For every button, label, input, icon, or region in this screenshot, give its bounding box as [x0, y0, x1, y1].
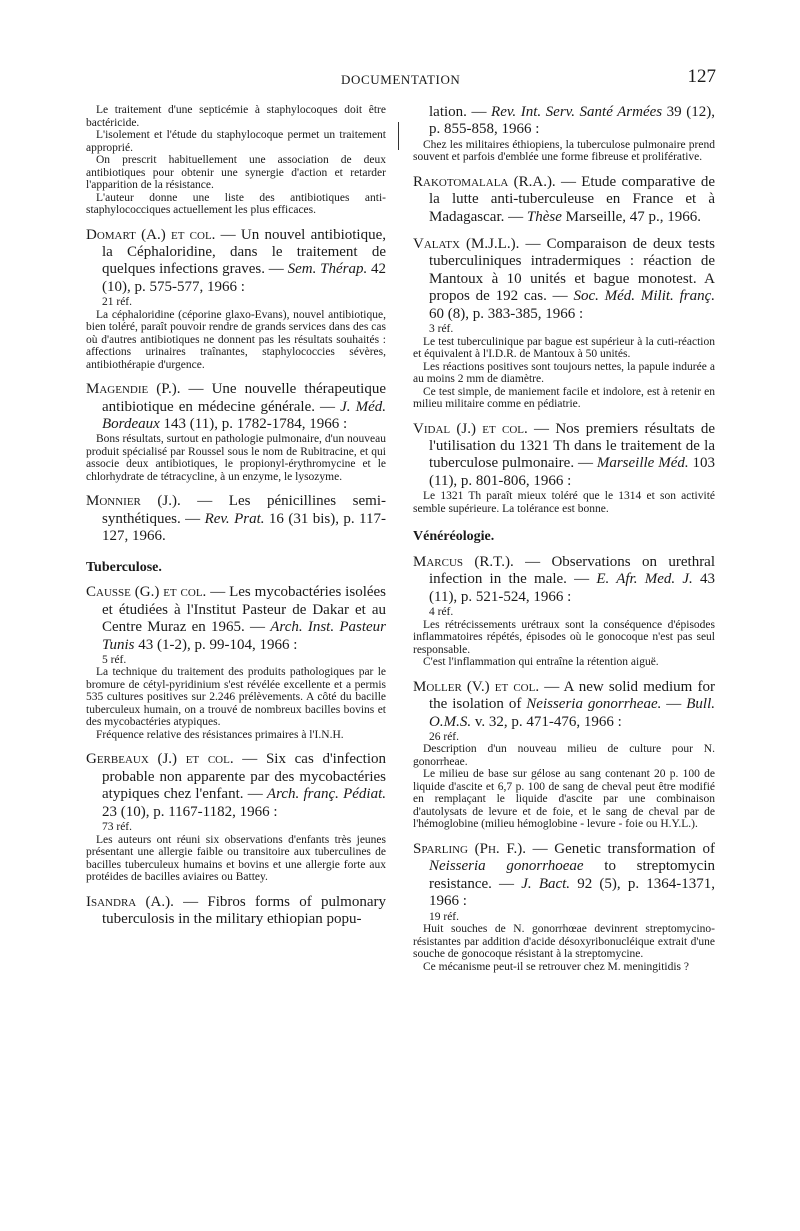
summary-paragraph: La céphaloridine (céporine glaxo-Evans), nouvel antibiotique, bien toléré, paraît pouvoir rendre de grands services dans des cas où d'autres antibiotiques ne donnent pas les résultats souhaités : affections urinaires traînantes, staphylococcies sévères, antibiothérapie d'urgence. — [86, 308, 386, 371]
reference-count: 26 réf. — [429, 730, 460, 743]
citation-title: — Une nouvelle thérapeutique antibiotique en médecine générale. — — [102, 381, 386, 415]
citation-title: — Observations on urethral infection in the male. — — [429, 553, 716, 588]
citation-title: — A new solid medium for the isolation of — [429, 678, 715, 713]
entry-moller — [413, 679, 715, 831]
summary-paragraph: Ce mécanisme peut-il se retrouver chez M. meningitidis ? — [423, 960, 690, 973]
citation — [86, 894, 386, 929]
journal: Soc. Méd. Milit. franç. — [573, 288, 715, 305]
species-name: Neisseria gonorrheae. — [526, 696, 662, 713]
running-title: DOCUMENTATION — [341, 72, 461, 87]
reference-count: 73 réf. — [102, 821, 133, 834]
summary-paragraph: On prescrit habituellement une association de deux antibiotiques pour obtenir une synergie d'action et retarder l'apparition de la résistance. — [86, 154, 386, 191]
entry-isandra — [86, 894, 386, 929]
citation-title: — Nos premiers résultats de l'utilisation du 1321 Th dans le traitement de la tuberculose pulmonaire. — — [429, 420, 715, 472]
author: Moller (V.) et col. — [413, 678, 540, 695]
author: Marcus (R.T.). — [413, 553, 514, 570]
citation — [86, 227, 386, 297]
author: Valatx (M.J.L.). — [413, 236, 520, 253]
citation-title: — Un nouvel antibiotique, la Céphaloridine, dans le traitement de quelques infections graves. — — [102, 226, 386, 278]
entry-vidal — [413, 421, 715, 516]
page-header — [86, 66, 716, 94]
entry-magendie — [86, 381, 386, 483]
author: Rakotomalala (R.A.). — [413, 173, 556, 190]
summary-paragraph: La technique du traitement des produits pathologiques par le bromure de cétyl-pyridinium s'est révélée excellente et a permis 535 cultures positives sur 2.246 prélèvements. A côté du bacille tuberculeux humain, on a trouvé de nombreux bacilles bovins et des mycobactéries atypiques. — [86, 666, 386, 729]
citation-details: Marseille, 47 p., 1966. — [561, 208, 702, 225]
citation-title: — Fibros forms of pulmonary tuberculosis in the military ethiopian popu- — [102, 893, 386, 928]
citation-details: 39 (12), p. 855-858, 1966 : — [429, 104, 715, 138]
section-heading-tuberculose: Tuberculose. — [86, 559, 162, 575]
author: Domart (A.) et col. — [86, 226, 216, 243]
citation — [86, 751, 386, 821]
summary-paragraph: Le test tuberculinique par bague est supérieur à la cuti-réaction et équivalent à l'I.D.R. de Mantoux à 50 unités. — [413, 335, 715, 361]
summary-paragraph: Fréquence relative des résistances primaires à l'I.N.H. — [96, 728, 344, 741]
entry-gerbeaux — [86, 751, 386, 883]
journal: Thèse — [526, 208, 562, 225]
reference-count: 21 réf. — [102, 296, 133, 309]
summary-paragraph: Les rétrécissements urétraux sont la conséquence d'épisodes inflammatoires répétés, épisodes où le gonocoque n'est pas seul responsable. — [413, 618, 715, 656]
entry-valatx — [413, 236, 715, 411]
journal: J. Méd. Bordeaux — [102, 398, 386, 432]
citation-details: v. 32, p. 471-476, 1966 : — [471, 713, 622, 730]
intro-summary — [86, 104, 386, 217]
journal: Rev. Prat. — [204, 510, 265, 527]
citation — [86, 493, 386, 545]
section-heading-venereologie: Vénéréologie. — [413, 529, 495, 545]
journal: E. Afr. Med. J. — [596, 571, 693, 588]
citation — [86, 584, 386, 654]
citation-details: 23 (10), p. 1167-1182, 1966 : — [102, 803, 278, 820]
citation-title: — Etude comparative de la lutte anti-tuberculeuse en France et à Madagascar. — — [429, 173, 715, 225]
column-divider — [398, 122, 399, 150]
summary-paragraph: C'est l'inflammation qui entraîne la rétention aiguë. — [423, 656, 659, 669]
citation — [413, 841, 715, 911]
summary-paragraph: Le milieu de base sur gélose au sang contenant 20 p. 100 de liquide d'ascite et 6,7 p. 100 de sang de cheval peut être modifié en remplaçant le liquide d'ascite par une combinaison d'autolysats de levure et de foie, et le sang de cheval par de l'hémoglobine (milieu hémoglobine - levure - foie ou H.Y.L.). — [413, 768, 715, 831]
citation-details: 16 (31 bis), p. 117-127, 1966. — [102, 510, 386, 545]
entry-domart — [86, 227, 386, 372]
citation — [86, 381, 386, 433]
citation — [413, 104, 715, 139]
reference-count: 3 réf. — [429, 323, 454, 336]
citation — [413, 421, 715, 491]
citation-title: — Les pénicillines semi-synthétiques. — — [102, 493, 386, 527]
page-number: 127 — [687, 66, 716, 87]
summary-paragraph: Les auteurs ont réuni six observations d'enfants très jeunes présentant une allergie faible ou transitoire aux tuberculines de bacilles tuberculeux humains et bovins et une allergie forte aux protéides de bacilles aviaires ou Battey. — [86, 833, 386, 884]
journal: Rev. Int. Serv. Santé Armées — [491, 104, 663, 120]
entry-marcus — [413, 554, 715, 669]
entry-monnier — [86, 493, 386, 545]
citation-details: 92 (5), p. 1364-1371, 1966 : — [429, 875, 715, 910]
citation-details: 103 (11), p. 801-806, 1966 : — [429, 455, 716, 489]
left-column — [86, 104, 386, 928]
summary-paragraph: Le traitement d'une septicémie à staphylocoques doit être bactéricide. — [86, 104, 386, 129]
author: Monnier (J.). — [86, 493, 181, 510]
citation-title-continued: to streptomycin resistance. — — [429, 858, 715, 892]
reference-count: 4 réf. — [429, 606, 454, 619]
author: Gerbeaux (J.) et col. — [86, 751, 234, 768]
summary-paragraph: Description d'un nouveau milieu de culture pour N. gonorrheae. — [413, 743, 715, 768]
summary-paragraph: Chez les militaires éthiopiens, la tuberculose pulmonaire prend souvent et parfois d'emblée une forme fibreuse et proliférative. — [413, 138, 715, 164]
citation-details: 60 (8), p. 383-385, 1966 : — [429, 305, 584, 322]
author: Sparling (Ph. F.). — [413, 840, 526, 857]
citation-title: — Les mycobactéries isolées et étudiées à l'Institut Pasteur de Dakar et au Centre Muraz en 1965. — — [102, 584, 387, 636]
citation-title: — Six cas d'infection probable non apparente par des mycobactéries atypiques chez l'enfant. — — [102, 751, 386, 803]
summary-paragraph: Huit souches de N. gonorrhœae devinrent streptomycino-résistantes par addition d'acide désoxyribonucléique extrait d'une souche de gonocoque résistant à la streptomycine. — [413, 923, 715, 961]
entry-rakotomalala — [413, 174, 715, 226]
reference-count: 19 réf. — [429, 910, 460, 923]
citation-details: 43 (11), p. 521-524, 1966 : — [429, 571, 715, 605]
citation-details: 143 (11), p. 1782-1784, 1966 : — [159, 415, 348, 432]
summary-paragraph: L'isolement et l'étude du staphylocoque permet un traitement approprié. — [86, 129, 386, 154]
author: Isandra (A.). — [86, 893, 174, 910]
journal: Bull. O.M.S. — [429, 696, 715, 730]
summary-paragraph: Bons résultats, surtout en pathologie pulmonaire, d'un nouveau produit spécialisé par Roussel sous le nom de Rubitracine, et qui associe deux antibiotiques, le propionyl-érythromycine et le chlorhydrate de tétracycline, à un enzyme, le lysozyme. — [86, 433, 386, 483]
entry-isandra-continued — [413, 104, 715, 164]
citation-details: 43 (1-2), p. 99-104, 1966 : — [134, 636, 298, 653]
right-column — [413, 104, 715, 973]
summary-paragraph: Le 1321 Th paraît mieux toléré que le 1314 et son activité semble supérieure. La tolérance est bonne. — [413, 490, 715, 515]
journal: Arch. Inst. Pasteur Tunis — [102, 619, 386, 653]
separator: — — [661, 696, 687, 713]
citation-title: — Comparaison de deux tests tuberculiniques intradermiques : réaction de Mantoux à 10 unités et bague monotest. A propos de 192 cas. — — [429, 236, 715, 305]
entry-sparling — [413, 841, 715, 973]
citation — [413, 554, 715, 606]
journal: Marseille Méd. — [596, 455, 689, 472]
citation — [413, 174, 715, 226]
summary-paragraph: Les réactions positives sont toujours nettes, la papule indurée a au moins 2 mm de diamètre. — [413, 360, 715, 386]
reference-count: 5 réf. — [102, 653, 127, 666]
entry-causse — [86, 584, 386, 741]
summary-paragraph: L'auteur donne une liste des antibiotiques anti-staphylococciques actuellement les plus efficaces. — [86, 191, 386, 216]
author: Magendie (P.). — [86, 381, 181, 398]
summary-paragraph: Ce test simple, de maniement facile et indolore, est à retenir en milieu militaire comme en pédiatrie. — [413, 385, 715, 411]
author: Vidal (J.) et col. — [413, 420, 528, 437]
journal: J. Bact. — [521, 875, 571, 892]
citation-title: — Genetic transformation of — [525, 840, 715, 857]
journal: Sem. Thérap. — [287, 261, 368, 278]
citation — [413, 236, 715, 323]
journal: Arch. franç. Pédiat. — [266, 786, 386, 803]
citation-details: 42 (10), p. 575-577, 1966 : — [102, 261, 387, 295]
species-name: Neisseria gonorrhoeae — [429, 858, 584, 875]
citation — [413, 679, 715, 731]
citation-title: lation. — — [429, 104, 492, 120]
author: Causse (G.) et col. — [86, 584, 207, 601]
